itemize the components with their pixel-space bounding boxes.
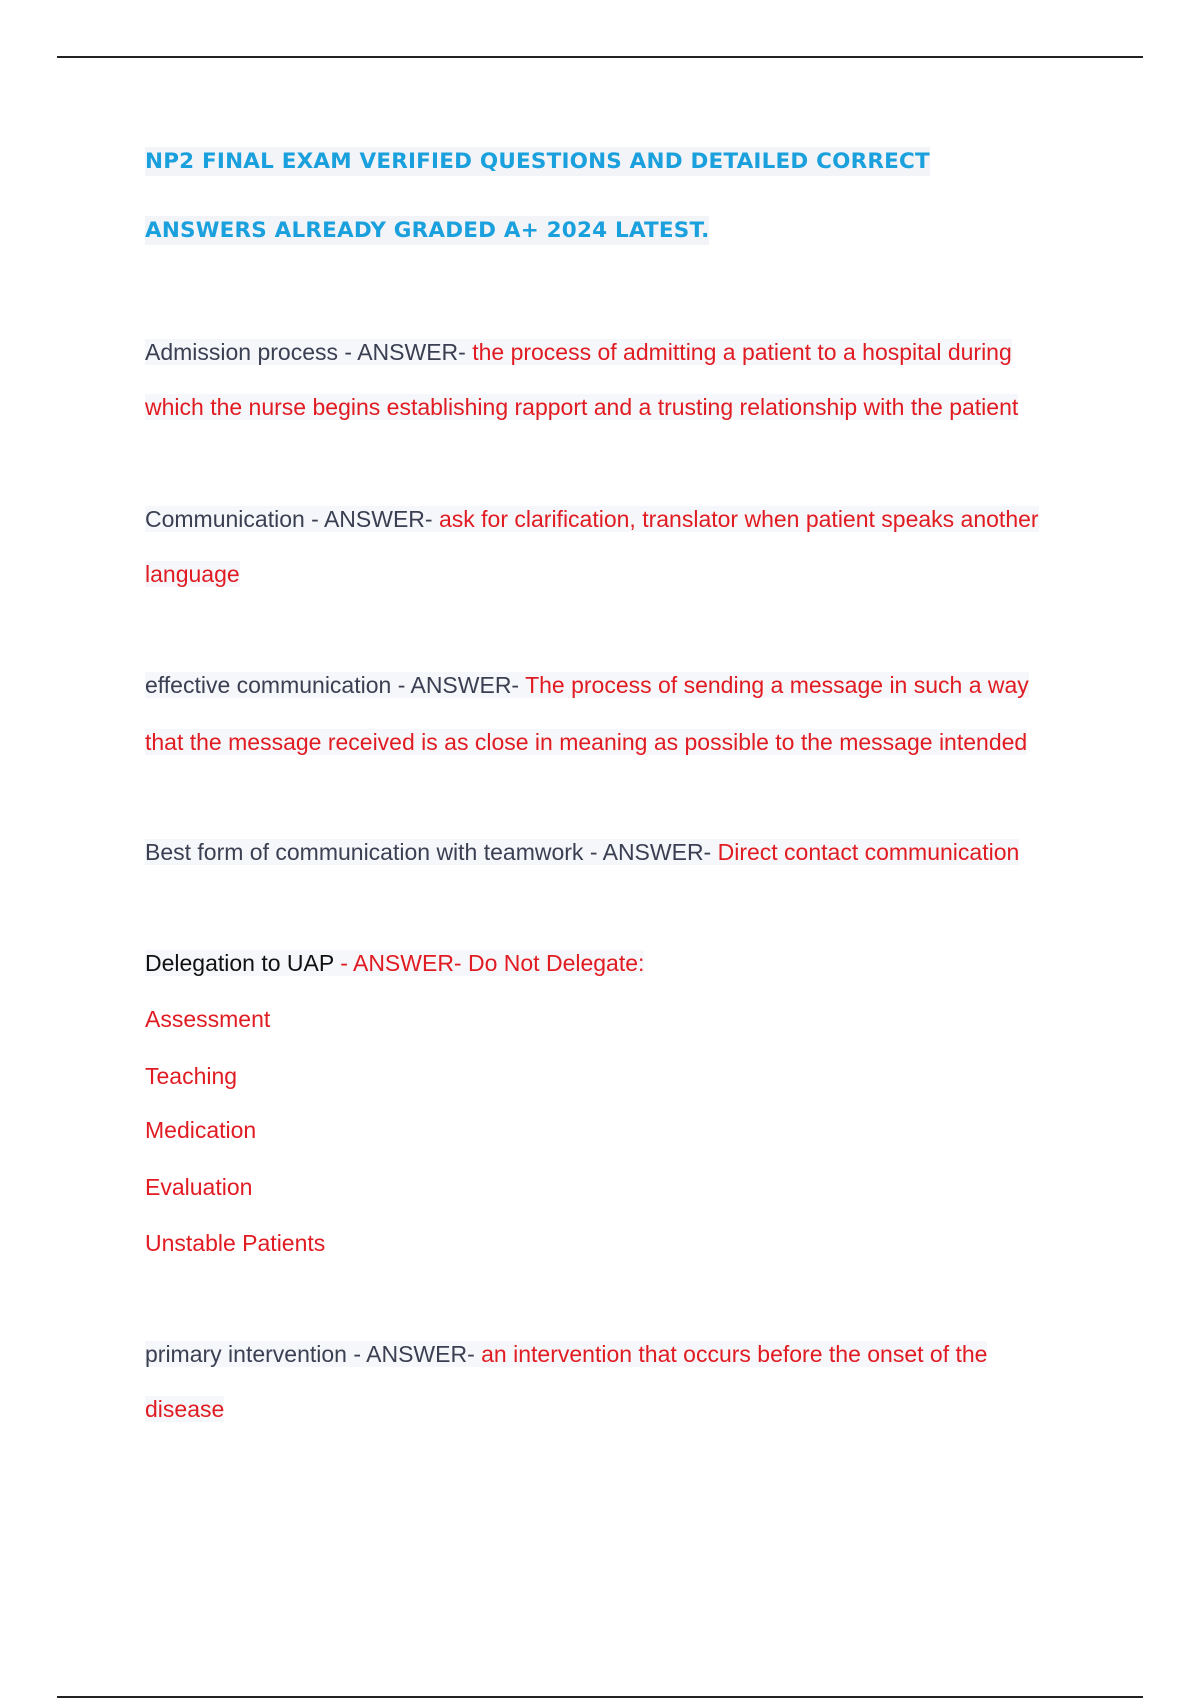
- entry-communication-line-1: [145, 504, 1039, 534]
- entry-answer: disease: [145, 1396, 225, 1422]
- delegation-item-teaching: Teaching: [145, 1063, 238, 1089]
- top-rule: [57, 56, 1143, 58]
- document-title-line-1: [145, 149, 930, 174]
- entry-answer: The process of sending a message in such a way: [519, 672, 1029, 698]
- entry-effective-communication-line-1: [145, 670, 1029, 700]
- entry-answer: ask for clarification, translator when patient speaks another: [432, 506, 1039, 532]
- entry-term: Delegation to UAP: [145, 950, 334, 976]
- title-text-1: NP2 FINAL EXAM VERIFIED QUESTIONS AND DETAILED CORRECT: [145, 149, 930, 174]
- entry-answer: that the message received is as close in meaning as possible to the message intended: [145, 729, 1028, 755]
- document-title-line-2: [145, 218, 709, 243]
- entry-term: primary intervention - ANSWER-: [145, 1341, 475, 1367]
- entry-admission-line-2: [145, 392, 1018, 422]
- entry-effective-communication-line-2: [145, 727, 1027, 757]
- entry-admission-line-1: [145, 337, 1012, 367]
- entry-answer: the process of admitting a patient to a hospital during: [465, 339, 1012, 365]
- entry-communication-line-2: [145, 559, 240, 589]
- entry-term: Best form of communication with teamwork - ANSWER-: [145, 839, 712, 865]
- entry-answer: which the nurse begins establishing rapport and a trusting relationship with the patient: [145, 394, 1019, 420]
- entry-term: effective communication - ANSWER-: [145, 672, 520, 698]
- entry-answer: an intervention that occurs before the onset of the: [474, 1341, 988, 1367]
- entry-best-form-line-1: [145, 837, 1019, 867]
- bottom-rule: [57, 1696, 1143, 1698]
- entry-delegation-line-1: [145, 948, 644, 978]
- entry-answer: - ANSWER- Do Not Delegate:: [333, 950, 645, 976]
- delegation-item-medication: Medication: [145, 1117, 257, 1143]
- entry-primary-intervention-line-1: [145, 1339, 987, 1369]
- title-text-2: ANSWERS ALREADY GRADED A+ 2024 LATEST.: [145, 218, 710, 243]
- entry-primary-intervention-line-2: [145, 1394, 224, 1424]
- entry-term: Communication - ANSWER-: [145, 506, 433, 532]
- delegation-item-unstable-patients: Unstable Patients: [145, 1230, 326, 1256]
- entry-term: Admission process - ANSWER-: [145, 339, 466, 365]
- entry-answer: language: [145, 561, 240, 587]
- delegation-item-evaluation: Evaluation: [145, 1174, 253, 1200]
- delegation-item-assessment: Assessment: [145, 1006, 271, 1032]
- entry-answer: Direct contact communication: [711, 839, 1020, 865]
